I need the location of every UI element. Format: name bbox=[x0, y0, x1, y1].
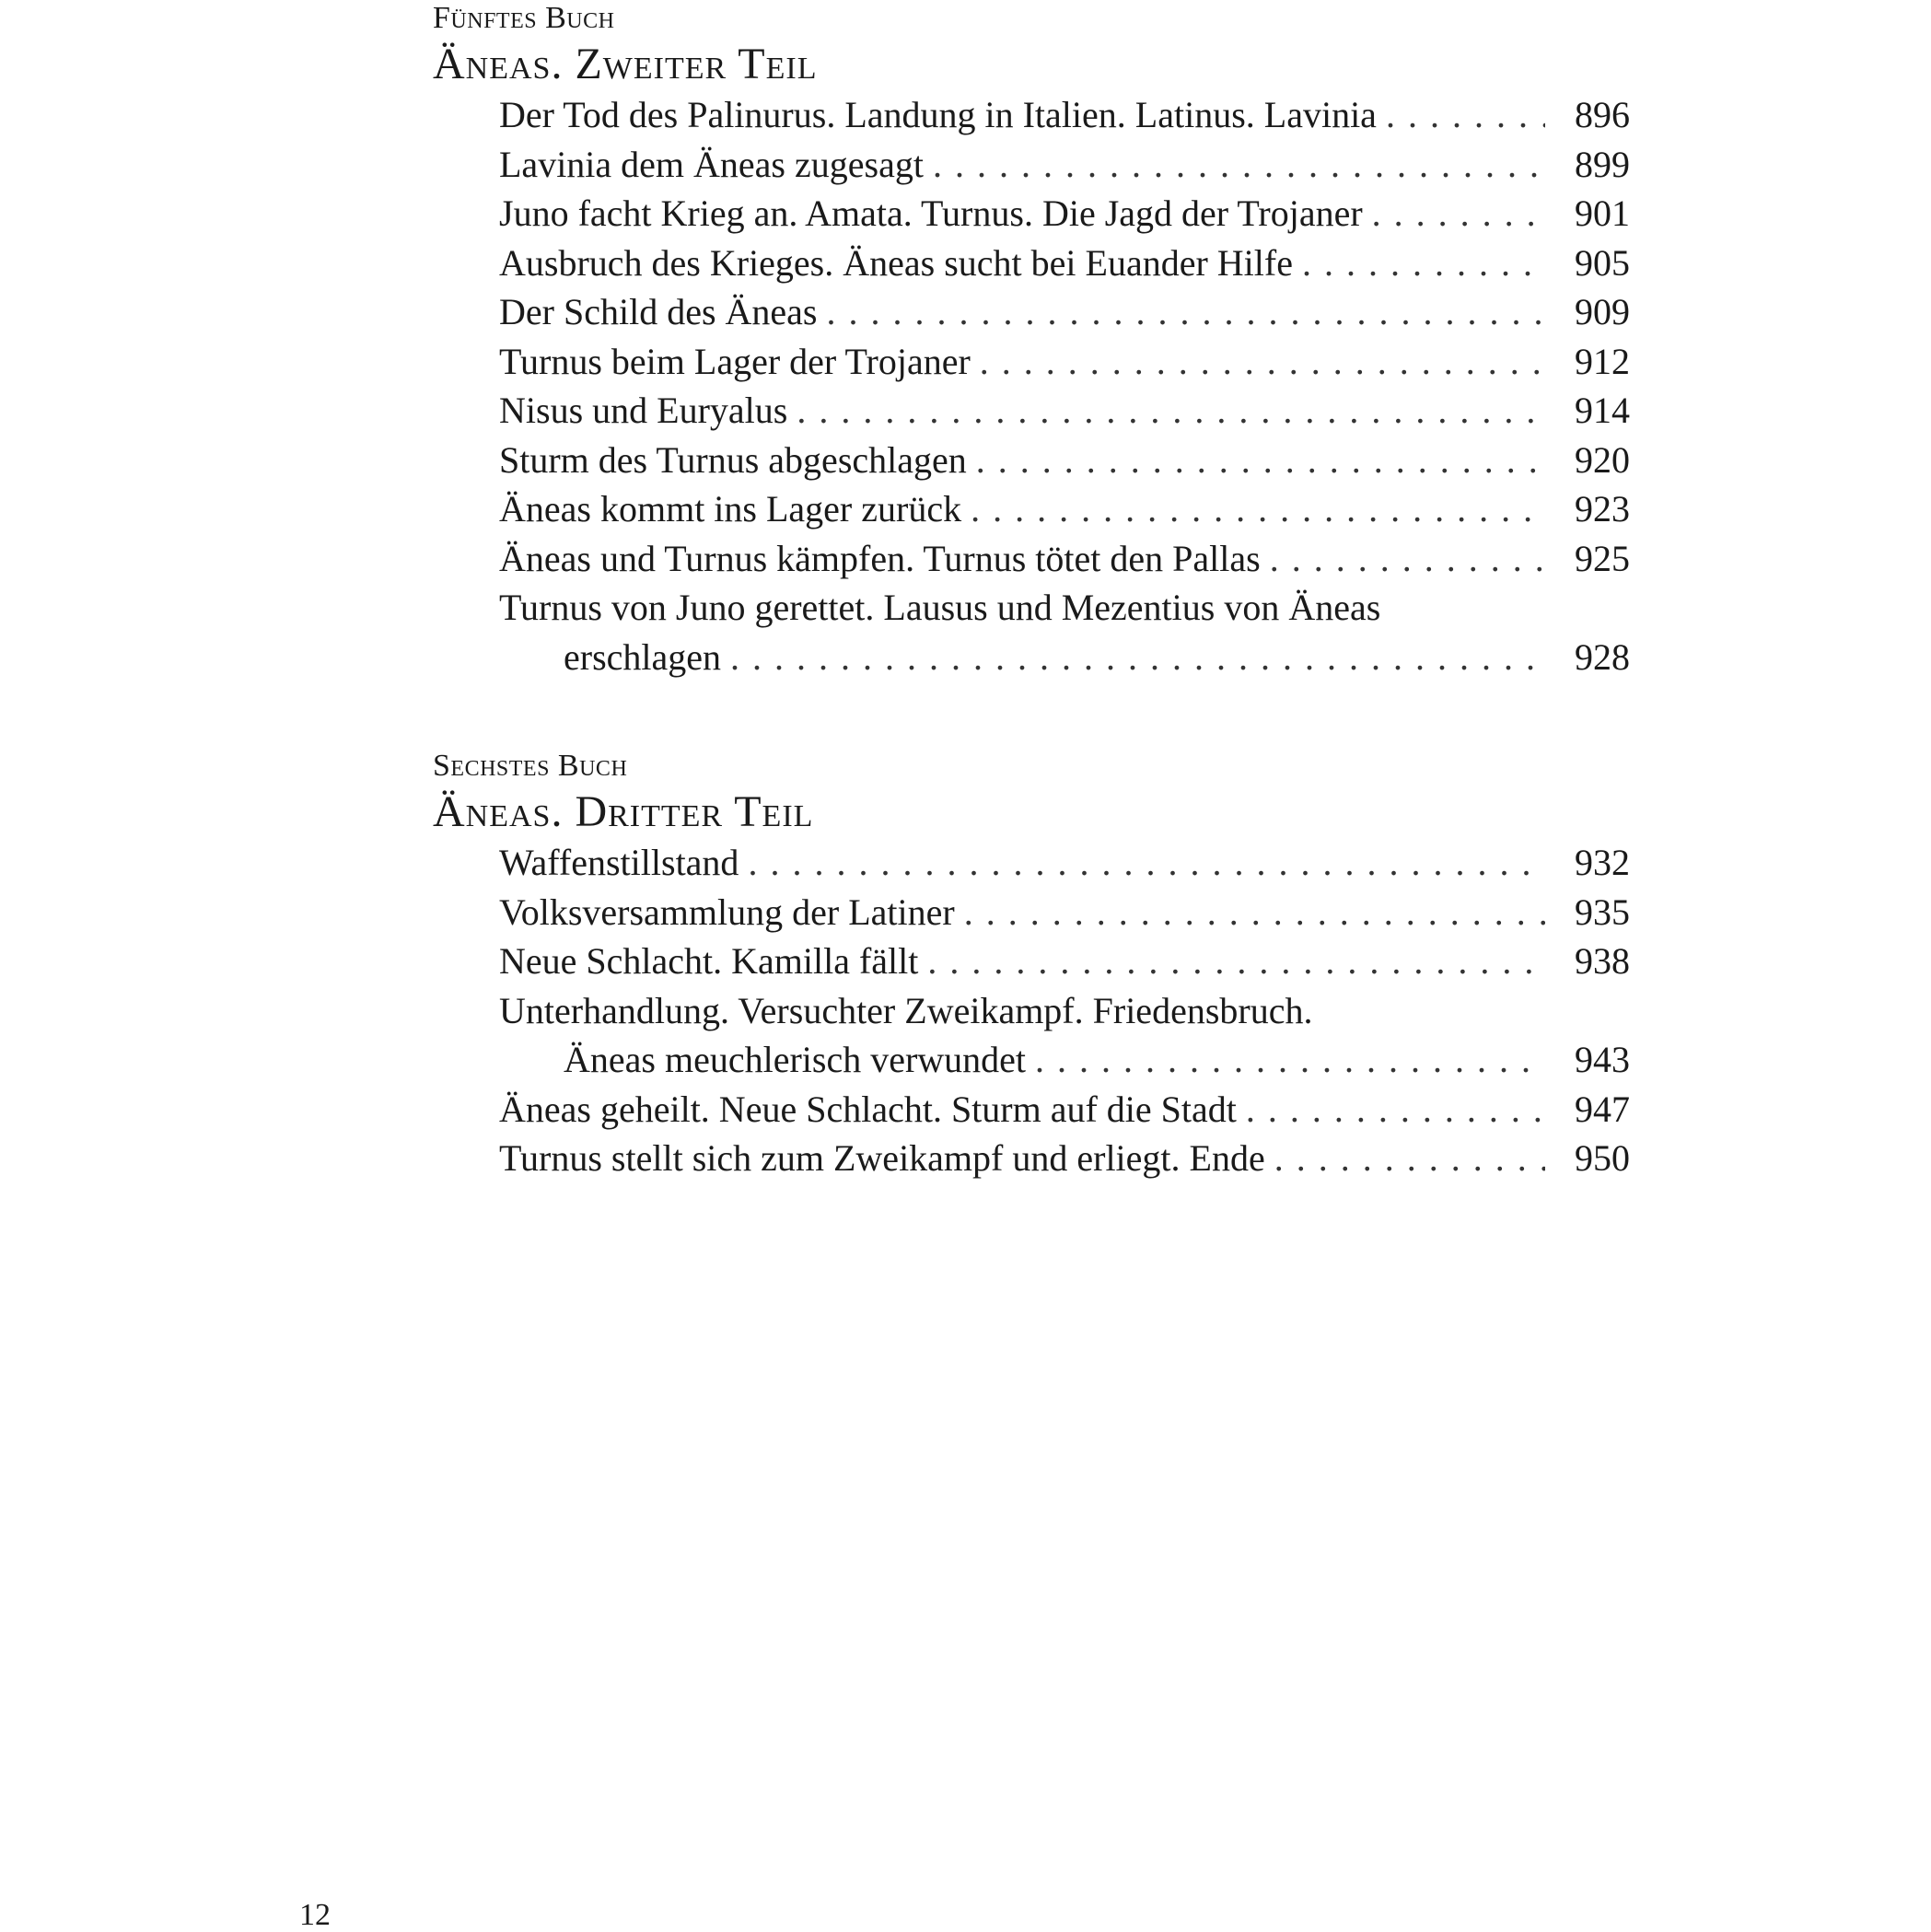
entry-title: Neue Schlacht. Kamilla fällt bbox=[499, 940, 919, 982]
entry-title: Waffenstillstand bbox=[499, 842, 739, 883]
page-number: 912 bbox=[1575, 340, 1630, 382]
page-number: 947 bbox=[1575, 1088, 1630, 1130]
toc-entry[interactable] bbox=[499, 986, 1630, 1085]
entry-title: Nisus und Euryalus bbox=[499, 390, 788, 431]
dot-leader bbox=[1302, 239, 1545, 288]
entry-title: Äneas kommt ins Lager zurück bbox=[499, 488, 962, 530]
toc-entry[interactable] bbox=[499, 140, 1630, 190]
book-label: Fünftes Buch bbox=[433, 1, 615, 35]
dot-leader bbox=[964, 888, 1545, 937]
dot-leader bbox=[730, 633, 1545, 682]
page-number: 899 bbox=[1575, 143, 1630, 185]
entry-title: Turnus stellt sich zum Zweikampf und erliegt. Ende bbox=[499, 1137, 1265, 1179]
page-folio: 12 bbox=[299, 1898, 331, 1932]
page-number: 935 bbox=[1575, 890, 1630, 933]
toc-entry[interactable] bbox=[499, 189, 1630, 239]
page-number: 905 bbox=[1575, 241, 1630, 284]
dot-leader bbox=[797, 386, 1545, 436]
entry-title: Ausbruch des Krieges. Äneas sucht bei Euander Hilfe bbox=[499, 241, 1293, 284]
entry-title: Der Tod des Palinurus. Landung in Italien. Latinus. Lavinia bbox=[499, 94, 1377, 135]
entry-title: Unterhandlung. Versuchter Zweikampf. Friedensbruch. bbox=[499, 989, 1313, 1031]
dot-leader bbox=[748, 838, 1545, 888]
part-title: Äneas. Zweiter Teil bbox=[433, 40, 818, 88]
page-number: 914 bbox=[1575, 390, 1630, 431]
page-number: 923 bbox=[1575, 488, 1630, 530]
toc-entry[interactable] bbox=[499, 287, 1630, 337]
entry-title-continued: Äneas meuchlerisch verwundet bbox=[564, 1039, 1027, 1080]
page-number: 938 bbox=[1575, 940, 1630, 982]
dot-leader bbox=[971, 484, 1545, 534]
toc-entry[interactable] bbox=[499, 888, 1630, 937]
entry-title: Äneas und Turnus kämpfen. Turnus tötet den Pallas bbox=[499, 537, 1261, 579]
toc-section-book-five bbox=[433, 0, 1630, 681]
entry-title: Der Schild des Äneas bbox=[499, 291, 818, 332]
toc-entry[interactable] bbox=[499, 386, 1630, 436]
page-number: 896 bbox=[1575, 94, 1630, 135]
entry-title-continued: erschlagen bbox=[564, 635, 722, 678]
dot-leader bbox=[933, 140, 1545, 190]
toc-entry[interactable] bbox=[499, 484, 1630, 534]
toc-entry[interactable] bbox=[499, 1085, 1630, 1135]
entry-title: Volksversammlung der Latiner bbox=[499, 890, 955, 933]
dot-leader bbox=[1270, 534, 1545, 584]
table-of-contents bbox=[433, 0, 1630, 1183]
toc-entry[interactable] bbox=[499, 1134, 1630, 1183]
page-number: 932 bbox=[1575, 842, 1630, 883]
toc-section-book-six bbox=[433, 748, 1630, 1183]
toc-entry[interactable] bbox=[499, 239, 1630, 288]
dot-leader bbox=[976, 436, 1545, 485]
dot-leader bbox=[980, 337, 1545, 387]
page-number: 950 bbox=[1575, 1137, 1630, 1179]
dot-leader bbox=[927, 937, 1545, 986]
entry-title: Sturm des Turnus abgeschlagen bbox=[499, 438, 967, 481]
toc-entry[interactable] bbox=[499, 583, 1630, 681]
toc-entry[interactable] bbox=[499, 337, 1630, 387]
toc-entry[interactable] bbox=[499, 90, 1630, 140]
dot-leader bbox=[826, 287, 1545, 337]
page-number: 925 bbox=[1575, 537, 1630, 579]
entry-title: Turnus beim Lager der Trojaner bbox=[499, 340, 971, 382]
toc-entry[interactable] bbox=[499, 937, 1630, 986]
toc-entry[interactable] bbox=[499, 534, 1630, 584]
book-label: Sechstes Buch bbox=[433, 749, 628, 783]
entry-title: Turnus von Juno gerettet. Lausus und Mezentius von Äneas bbox=[499, 587, 1381, 628]
dot-leader bbox=[1386, 90, 1545, 140]
entry-title: Lavinia dem Äneas zugesagt bbox=[499, 143, 924, 185]
dot-leader bbox=[1372, 189, 1545, 239]
page-number: 920 bbox=[1575, 438, 1630, 481]
page-number: 901 bbox=[1575, 192, 1630, 234]
dot-leader bbox=[1274, 1134, 1545, 1183]
entry-title: Äneas geheilt. Neue Schlacht. Sturm auf die Stadt bbox=[499, 1088, 1237, 1130]
entry-title: Juno facht Krieg an. Amata. Turnus. Die Jagd der Trojaner bbox=[499, 192, 1363, 234]
page-number: 909 bbox=[1575, 291, 1630, 332]
page-number: 928 bbox=[1575, 635, 1630, 678]
page-number: 943 bbox=[1575, 1039, 1630, 1080]
dot-leader bbox=[1035, 1035, 1545, 1085]
part-title: Äneas. Dritter Teil bbox=[433, 787, 814, 836]
toc-entry[interactable] bbox=[499, 838, 1630, 888]
dot-leader bbox=[1246, 1085, 1545, 1135]
toc-entry[interactable] bbox=[499, 436, 1630, 485]
